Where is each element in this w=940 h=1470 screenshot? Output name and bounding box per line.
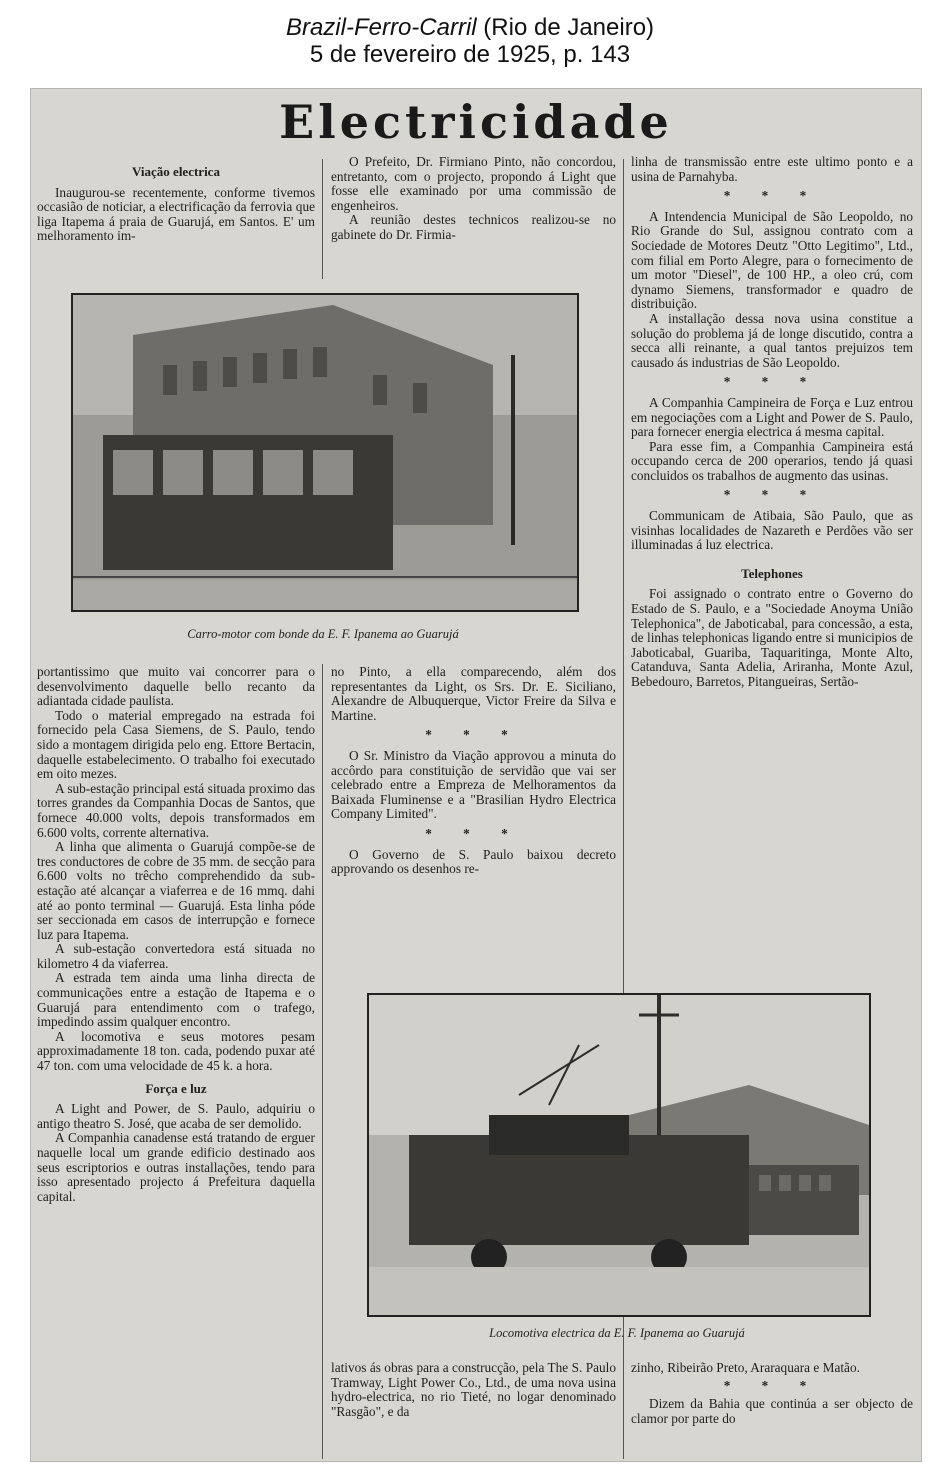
section-heading-telephones: Telephones [741,565,803,581]
separator-stars: * * * [723,1377,821,1393]
paragraph: A Companhia canadense está tratando de erguer naquelle local um grande edificio destinado aos seus escriptorios e outras installações, tendo para isso apresentado projecto á Prefeitura daquella capital. [37,1130,315,1204]
paragraph: Communicam de Atibaia, São Paulo, que as visinhas localidades de Nazareth e Perdões vão ser illuminadas á luz electrica. [631,508,913,553]
column-divider [322,664,323,1459]
column-2-footer [331,1361,616,1419]
page-header [0,14,940,68]
article-masthead: Electricidade [279,95,673,149]
paragraph: portantissimo que muito vai concorrer para o desenvolvimento daquelle bello recanto da adiantada cidade paulista. [37,664,315,709]
paragraph: no Pinto, a ella comparecendo, além dos representantes da Light, os Srs. Dr. E. Siciliano, Alexandre de Albuquerque, Victor Freire da Silva e Martine. [331,664,616,723]
separator-stars: * * * [723,188,821,204]
source-title-italic: Brazil-Ferro-Carril [285,14,477,41]
separator-stars: * * * [723,487,821,503]
paragraph: Para esse fim, a Companhia Campineira está occupando cerca de 200 operarios, tendo já quasi concluidos os trabalhos de augmento das usinas. [631,438,913,483]
paragraph: A installação dessa nova usina constitue a solução do problema já de longe discutido, contra a secca alli reinante, a qual tantos prejuizos tem causado ás industrias de São Leopoldo. [631,310,913,370]
paragraph: A Companhia Campineira de Força e Luz entrou em negociações com a Light and Power de S. Paulo, para fornecer energia electrica á mesma capital. [631,394,913,440]
paragraph: A sub-estação principal está situada proximo das torres grandes da Companhia Docas de Santos, que fornece 40.000 volts, depois transformados em 6.600 volts, corrente alternativa. [37,780,315,840]
source-date: 5 de fevereiro de 1925, p. 143 [309,41,631,68]
paragraph: O Governo de S. Paulo baixou decreto approvando os desenhos re- [331,846,616,877]
tram-illustration [73,295,577,610]
separator-stars: * * * [425,727,522,743]
paragraph: zinho, Ribeirão Preto, Araraquara e Matão. [631,1360,860,1375]
paragraph: A sub-estação convertedora está situada no kilometro 4 da viaferrea. [37,941,315,971]
column-divider [322,159,323,279]
paragraph: A locomotiva e seus motores pesam approximadamente 18 ton. cada, podendo puxar até 47 ton. com uma velocidade de 45 k. a hora. [37,1028,315,1074]
newspaper-page [30,88,922,1462]
separator-stars: * * * [723,374,821,390]
paragraph: O Prefeito, Dr. Firmiano Pinto, não concordou, entretanto, com o projecto, propondo á Light que fosse elle examinado por uma commissão de engenheiros. [331,154,616,213]
source-title [0,14,940,41]
paragraph: Dizem da Bahia que continúa a ser objecto de clamor por parte do [631,1396,913,1426]
paragraph: A Intendencia Municipal de São Leopoldo, no Rio Grande do Sul, assignou contrato com a Sociedade de Motores Deutz "Otto Legitimo", Ltd., com filial em Porto Alegre, para o fornecimento de um motor "Diesel", de 100 HP., a oleo crú, com dynamo Siemens, transformador e quadro de distribuição. [631,208,913,312]
paragraph: O Sr. Ministro da Viação approvou a minuta do accôrdo para constituição de servidão que vai ser celebrado entre a Empreza de Melhoramentos da Baixada Fluminense e a "Brasilian Hydro Electrica Company Limited". [331,747,616,822]
locomotive-photo [367,993,871,1317]
column-2-bottom [331,665,616,877]
paragraph: lativos ás obras para a construcção, pela The S. Paulo Tramway, Light Power Co., Ltd., de uma nova usina hydro-electrica, no rio Tieté, no logar denominado "Rasgão", e da [331,1360,616,1419]
paragraph: A linha que alimenta o Guarujá compõe-se de tres conductores de cobre de 35 mm. de secção para 6.600 volts no trêcho comprehendido da sub-estação até alcançar a viaferrea e de 16 mmq. dahi até ao ponto terminal — Guarujá. Esta linha póde ser seccionada em casos de interrupção e fornece luz para Itapema. [37,839,315,942]
paragraph: linha de transmissão entre este ultimo ponto e a usina de Parnahyba. [631,154,913,184]
paragraph: A Light and Power, de S. Paulo, adquiriu o antigo theatro S. José, que acaba de ser demolido. [37,1101,315,1131]
section-heading-viacao: Viação electrica [132,164,220,179]
paragraph: Todo o material empregado na estrada foi fornecido pela Casa Siemens, de S. Paulo, tendo sido a montagem dirigida pelo eng. Ettore Bertacin, daquelle estabelecimento. O trabalho foi executado em oito mezes. [37,707,315,782]
paragraph: Inaugurou-se recentemente, conforme tivemos occasião de noticiar, a electrificação da ferrovia que liga Itapema á praia de Guarujá, em Santos. E' um melhoramento im- [37,184,315,244]
locomotive-illustration [369,995,869,1315]
tram-photo [71,293,579,612]
column-1-top [37,161,315,244]
section-heading-forca-luz: Força e luz [145,1080,207,1096]
column-1-bottom [37,665,315,1204]
paragraph: A reunião destes technicos realizou-se no gabinete do Dr. Firmia- [331,212,616,242]
paragraph: Foi assignado o contrato entre o Governo do Estado de S. Paulo, e a "Sociedade Anoyma União Telephonica", de Jaboticabal, para concessão, a esta, de linhas telephonicas ligando entre si municipios de Jaboticabal, Guariba, Taquaritinga, Monte Alto, Catanduva, Santa Adelia, Ariranha, Monte Azul, Bebedouro, Barretos, Pitangueiras, Sertão- [631,586,913,689]
paragraph: A estrada tem ainda uma linha directa de communicações entre a estação de Itapema e o Guarujá para entendimento com o trafego, impedindo assim qualquer encontro. [37,970,315,1030]
column-2-top [331,155,616,243]
source-title-rest: (Rio de Janeiro) [476,14,655,41]
column-3 [631,155,913,690]
column-3-footer [631,1361,913,1426]
tram-photo-caption: Carro-motor com bonde da E. F. Ipanema ao Guarujá [187,627,459,641]
locomotive-photo-caption: Locomotiva electrica da E. F. Ipanema ao Guarujá [489,1326,745,1340]
separator-stars: * * * [425,825,522,841]
